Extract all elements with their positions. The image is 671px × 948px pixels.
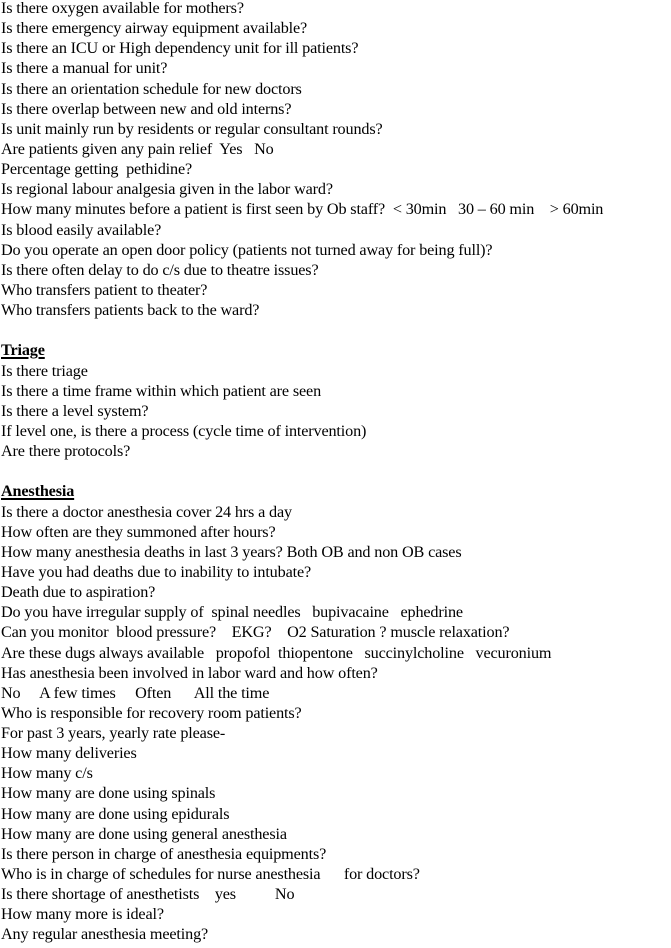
question-line: Is regional labour analgesia given in the labor ward? [1, 180, 333, 199]
question-line: How many anesthesia deaths in last 3 years? Both OB and non OB cases [1, 542, 462, 561]
question-line: How many are done using epidurals [1, 804, 230, 823]
question-line: Are patients given any pain relief Yes No [1, 139, 274, 158]
question-line: Who transfers patient to theater? [1, 280, 208, 299]
question-line: Is there oxygen available for mothers? [1, 0, 244, 17]
question-line: Is there a doctor anesthesia cover 24 hrs a day [1, 502, 292, 521]
question-line: Percentage getting pethidine? [1, 160, 193, 179]
question-line: Do you operate an open door policy (patients not turned away for being full)? [1, 240, 493, 259]
questionnaire-document [1, 0, 669, 945]
question-line: Are there protocols? [1, 442, 131, 461]
question-line: If level one, is there a process (cycle time of intervention) [1, 421, 367, 440]
question-line: Is there an ICU or High dependency unit for ill patients? [1, 39, 359, 58]
question-line: Is there a time frame within which patient are seen [1, 381, 322, 400]
question-line: Is there a manual for unit? [1, 59, 168, 78]
question-line: Who is in charge of schedules for nurse anesthesia for doctors? [1, 865, 420, 884]
question-line: Who is responsible for recovery room patients? [1, 703, 302, 722]
question-line: Is unit mainly run by residents or regular consultant rounds? [1, 119, 383, 138]
question-line: Do you have irregular supply of spinal needles bupivacaine ephedrine [1, 603, 463, 622]
general-questions-section [1, 0, 669, 320]
anesthesia-section [1, 481, 669, 944]
question-line: Any regular anesthesia meeting? [1, 925, 209, 944]
question-line: Is there overlap between new and old interns? [1, 99, 292, 118]
question-line: Is there an orientation schedule for new doctors [1, 79, 302, 98]
question-line: Has anesthesia been involved in labor ward and how often? [1, 663, 378, 682]
question-line: Death due to aspiration? [1, 583, 156, 602]
answer-options-line: No A few times Often All the time [1, 683, 270, 702]
question-line: Is there often delay to do c/s due to theatre issues? [1, 260, 319, 279]
question-line: How often are they summoned after hours? [1, 522, 276, 541]
question-line: Is there person in charge of anesthesia equipments? [1, 844, 327, 863]
question-line: Is there triage [1, 361, 88, 380]
question-line: Who transfers patients back to the ward? [1, 301, 260, 320]
question-line: Is there emergency airway equipment available? [1, 19, 308, 38]
question-line: Is blood easily available? [1, 220, 162, 239]
question-line: Are these dugs always available propofol thiopentone succinylcholine vecuronium [1, 643, 552, 662]
question-line: Have you had deaths due to inability to intubate? [1, 562, 312, 581]
question-line: For past 3 years, yearly rate please- [1, 724, 226, 743]
question-line: Is there shortage of anesthetists yes No [1, 885, 295, 904]
question-line: How many deliveries [1, 744, 137, 763]
question-line: How many minutes before a patient is first seen by Ob staff? < 30min 30 – 60 min > 60min [1, 200, 604, 219]
question-line: How many are done using general anesthesia [1, 824, 287, 843]
question-line: How many are done using spinals [1, 784, 216, 803]
triage-heading: Triage [1, 341, 45, 360]
question-line: Can you monitor blood pressure? EKG? O2 Saturation ? muscle relaxation? [1, 623, 510, 642]
spacer [1, 461, 669, 481]
question-line: Is there a level system? [1, 401, 149, 420]
question-line: How many more is ideal? [1, 905, 164, 924]
question-line: How many c/s [1, 764, 93, 783]
spacer [1, 320, 669, 340]
anesthesia-heading: Anesthesia [1, 482, 75, 501]
triage-section [1, 340, 669, 461]
